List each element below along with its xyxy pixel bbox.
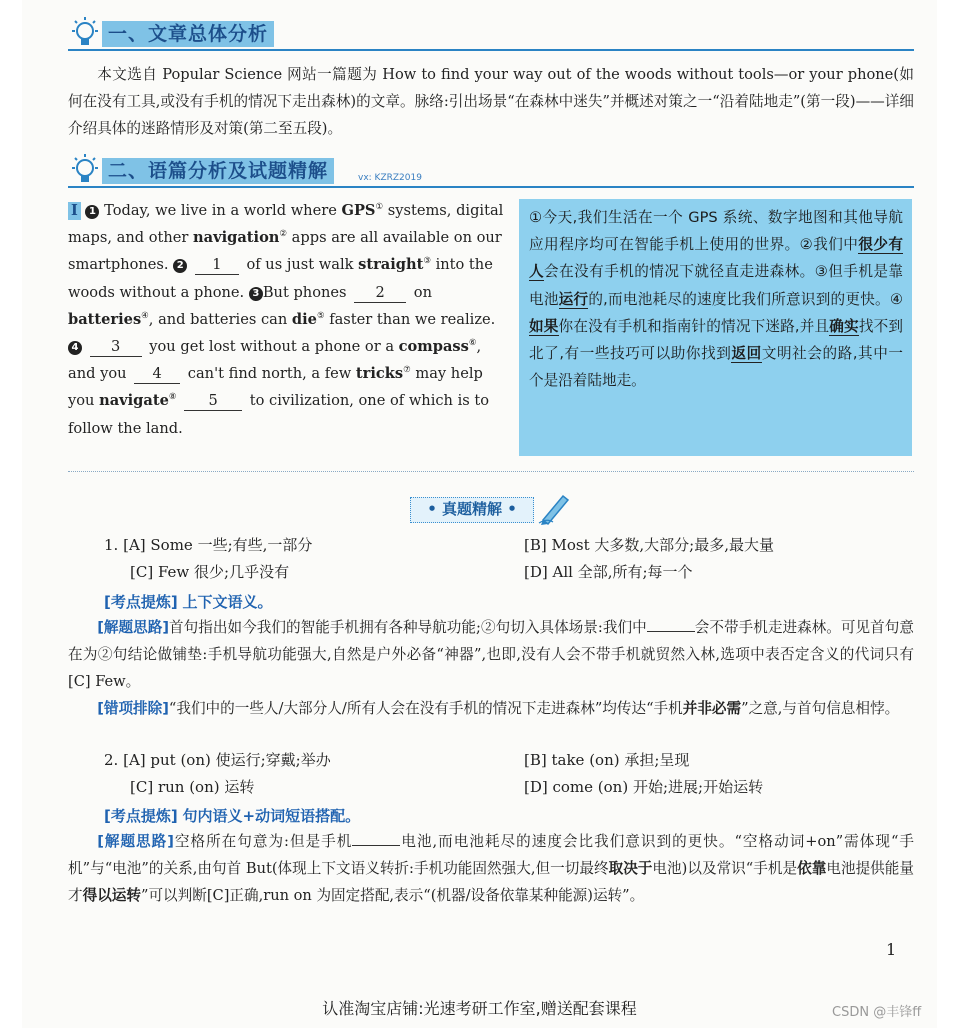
emphasis: 并非必需	[682, 700, 742, 717]
passage-text: , and you	[68, 338, 482, 383]
footer-note: 认准淘宝店铺:光速考研工作室,赠送配套课程	[322, 999, 637, 1018]
option-text: [A] Some 一些;有些,一部分	[123, 536, 313, 554]
translation-highlight: 很少有人	[529, 236, 903, 281]
inline-blank	[647, 617, 695, 632]
lightbulb-icon	[68, 153, 102, 187]
passage-text: to civilization, one of which is to follow the land.	[68, 392, 490, 437]
document-page	[22, 0, 937, 1028]
footnote-mark: ⑧	[168, 392, 177, 403]
q2-option-d: [D] come (on) 开始;进展;开始运转	[524, 778, 764, 796]
translation-highlight: 确实	[829, 317, 859, 335]
q2-key-point	[104, 806, 360, 826]
translation-highlight: 运行	[558, 290, 589, 308]
footnote-mark: ②	[279, 229, 288, 240]
keyword-navigate: navigate	[99, 392, 169, 410]
q1-option-d: [D] All 全部,所有;每一个	[524, 563, 693, 581]
keyword-straight: straight	[358, 256, 424, 274]
passage-text: But phones	[262, 283, 352, 301]
passage-text: on	[409, 283, 432, 301]
question-number: 2.	[104, 751, 119, 769]
footnote-mark: ⑥	[468, 338, 477, 349]
sentence-marker-3: 3	[249, 287, 263, 301]
label: [解题思路]	[97, 619, 170, 636]
q1-wrong-options	[68, 695, 914, 722]
wrong-text: “我们中的一些人/大部分人/所有人会在没有手机的情况下走进森林”均传达“手机	[168, 700, 683, 717]
emphasis: 得以运转	[82, 887, 141, 904]
solution-text: 电池)以及常识“手机是	[652, 860, 798, 877]
footnote-mark: ⑦	[403, 365, 411, 376]
answer-explanation-badge: • 真题精解 •	[410, 497, 534, 523]
key-point-text: 句内语义+动词短语搭配。	[182, 807, 361, 825]
passage-text: faster than we realize.	[324, 310, 496, 328]
keyword-tricks: tricks	[355, 365, 404, 383]
passage-text: can't find north, a few	[183, 365, 356, 383]
blank-1: 1	[195, 256, 239, 275]
label: [考点提炼]	[104, 807, 178, 825]
blank-4: 4	[134, 365, 180, 384]
q1-solution	[68, 614, 914, 695]
section-2-heading	[68, 153, 914, 187]
wrong-text: ”之意,与首句信息相悖。	[741, 700, 900, 717]
pen-icon	[537, 490, 573, 526]
passage-text: Today, we live in a world where	[104, 202, 342, 219]
watermark-text: vx: KZRZ2019	[358, 173, 422, 183]
q2-option-c: [C] run (on) 运转	[130, 778, 255, 796]
solution-text: 首句指出如今我们的智能手机拥有各种导航功能;②句切入具体场景:我们中	[169, 619, 647, 636]
solution-text: 会不带手机走进森林。可见首句意在为②句结论做铺垫:手机导航功能强大,自然是户外必备“神器”,也即,没有人会不带手机就贸然入林,选项中表否定含义的代词只有[C] Few。	[68, 619, 914, 690]
section-2-title: 二、语篇分析及试题精解	[102, 158, 334, 184]
q1-option-c: [C] Few 很少;几乎没有	[130, 563, 290, 581]
q1-option-a	[104, 535, 312, 555]
footnote-mark: ④	[141, 310, 149, 321]
section-2-divider	[68, 186, 914, 188]
passage-text: you get lost without a phone or a	[144, 338, 399, 356]
translation-text: 的,而电池耗尽的速度比我们所意识到的更快。④	[588, 290, 903, 308]
emphasis: 取决于	[608, 860, 653, 877]
passage-text: , and batteries can	[148, 310, 292, 328]
section-1-title: 一、文章总体分析	[102, 21, 274, 47]
solution-text: 空格所在句意为:但是手机	[173, 833, 353, 850]
footnote-mark: ③	[423, 256, 431, 267]
translation-box	[519, 199, 912, 456]
q1-key-point	[104, 592, 273, 612]
footnote-mark: ①	[375, 202, 384, 213]
segment-label: Ⅰ	[68, 202, 81, 220]
solution-text: ”可以判断[C]正确,run on 为固定搭配,表示“(机器/设备依靠某种能源)运转”。	[141, 887, 645, 904]
solution-text: 电池,而电池耗尽的速度会比我们意识到的更快。“空格动词+on”需体现“手机”与“电池”的关系,由句首 But(体现上下文语义转折:手机功能固然强大,但一切最终	[68, 833, 915, 877]
blank-2: 2	[354, 284, 406, 303]
sentence-marker-4: 4	[68, 341, 82, 355]
english-passage	[68, 197, 505, 442]
passage-text: apps are all available on our smartphones.	[68, 229, 502, 274]
inline-blank	[352, 831, 400, 846]
dotted-divider	[68, 471, 914, 472]
csdn-watermark: CSDN @丰锋ff	[832, 1005, 922, 1020]
translation-highlight: 如果	[529, 317, 559, 335]
emphasis: 依靠	[797, 860, 827, 877]
label: [考点提炼]	[104, 593, 178, 611]
question-number: 1.	[104, 536, 119, 554]
keyword-compass: compass	[398, 338, 469, 356]
sentence-marker-1: 1	[85, 205, 99, 219]
q1-option-b: [B] Most 大多数,大部分;最多,最大量	[524, 536, 774, 554]
passage-text: systems, digital maps, and other	[68, 202, 504, 247]
translation-text: ①今天,我们生活在一个 GPS 系统、数字地图和其他导航应用程序均可在智能手机上使用的世界。②我们中	[529, 209, 903, 254]
label: [解题思路]	[97, 833, 174, 850]
page-number: 1	[886, 940, 897, 959]
translation-text: 会在没有手机的情况下就径直走进森林。③但手机是靠电池	[529, 263, 903, 308]
footnote-mark: ⑤	[316, 310, 325, 321]
translation-text: 找不到北了,有一些技巧可以助你找到	[529, 317, 903, 363]
section-1-divider	[68, 49, 914, 51]
lightbulb-icon	[68, 16, 102, 50]
keyword-batteries: batteries	[68, 310, 142, 328]
translation-text: 文明社会的路,其中一个是沿着陆地走。	[529, 345, 903, 390]
option-text: [A] put (on) 使运行;穿戴;举办	[123, 751, 331, 769]
section-1-heading	[68, 16, 914, 50]
label: [错项排除]	[97, 700, 169, 717]
keyword-die: die	[291, 310, 317, 328]
passage-text: may help you	[68, 365, 483, 410]
sentence-marker-2: 2	[173, 259, 187, 273]
q2-solution	[68, 828, 914, 909]
section-1-paragraph: 本文选自 Popular Science 网站一篇题为 How to find your way out of the woods without tools—or your phone(如何在没有工具,或没有手机的情况下走出森林)的文章。脉络:引出场景“在森林中迷失”并概述对策之一“沿着陆地走”(第一段)——详细介绍具体的迷路情形及对策(第二至五段)。	[68, 66, 914, 137]
passage-text: into the woods without a phone.	[68, 256, 493, 301]
blank-5: 5	[184, 392, 242, 411]
blank-3: 3	[90, 338, 142, 357]
solution-text: 电池提供能量才	[68, 860, 914, 904]
q2-option-a	[104, 750, 331, 770]
keyword-navigation: navigation	[193, 229, 280, 247]
key-point-text: 上下文语义。	[182, 593, 273, 611]
passage-text: of us just walk	[241, 256, 359, 274]
translation-text: 你在没有手机和指南针的情况下迷路,并且	[558, 317, 830, 335]
keyword-gps: GPS	[341, 202, 376, 219]
q2-option-b: [B] take (on) 承担;呈现	[524, 751, 690, 769]
translation-highlight: 返回	[731, 345, 762, 363]
